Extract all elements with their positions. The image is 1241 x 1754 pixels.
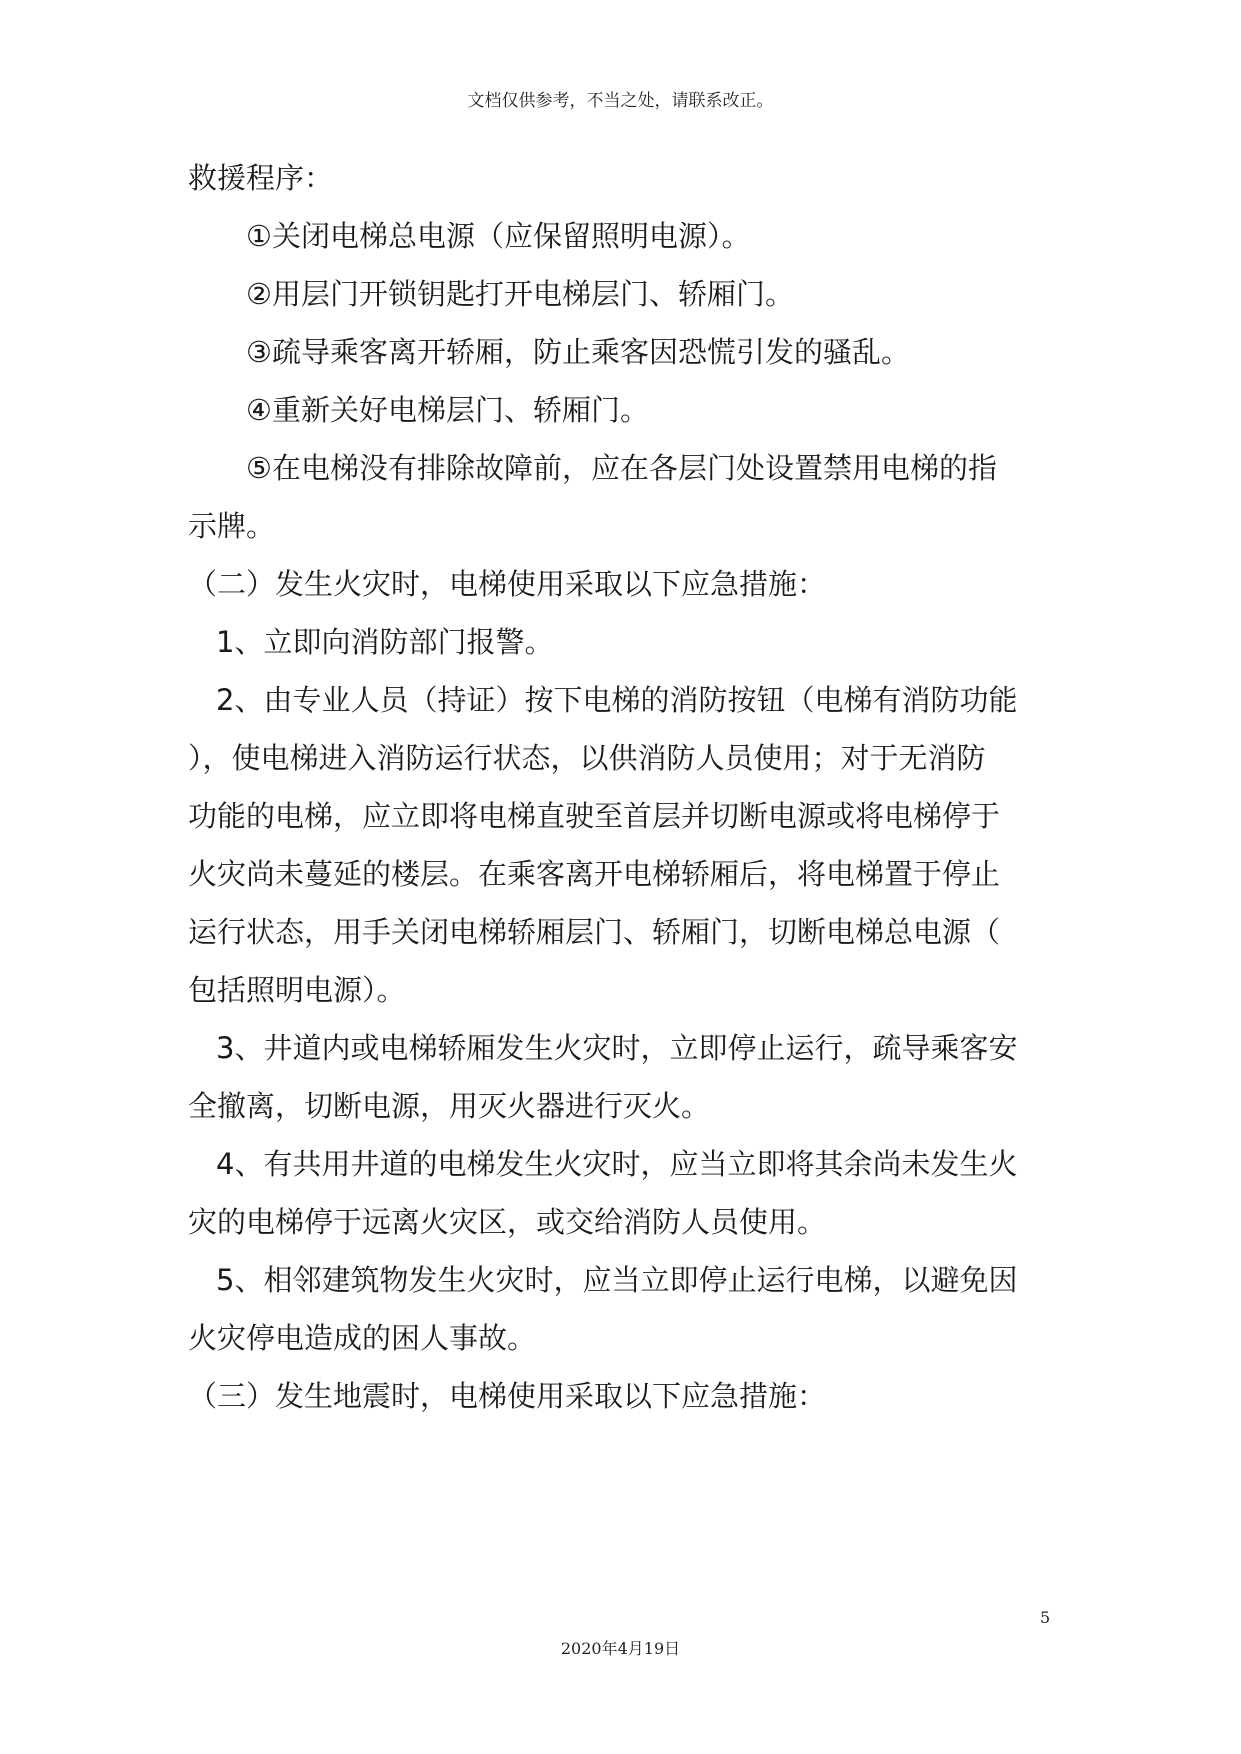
- paragraph-line: ②用层门开锁钥匙打开电梯层门、轿厢门。: [246, 277, 794, 311]
- paragraph-line: 示牌。: [188, 509, 276, 543]
- paragraph-line: ④重新关好电梯层门、轿厢门。: [246, 393, 649, 427]
- paragraph-line: 全撤离，切断电源，用灭火器进行灭火。: [188, 1089, 711, 1123]
- paragraph-line: （三）发生地震时，电梯使用采取以下应急措施：: [188, 1379, 827, 1413]
- paragraph-line: 3、井道内或电梯轿厢发生火灾时，立即停止运行，疏导乘客安: [216, 1031, 1018, 1065]
- paragraph-line: 救援程序：: [188, 161, 334, 195]
- paragraph-line: 火灾尚未蔓延的楼层。在乘客离开电梯轿厢后，将电梯置于停止: [188, 857, 1001, 891]
- paragraph-line: 灾的电梯停于远离火灾区，或交给消防人员使用。: [188, 1205, 827, 1239]
- paragraph-line: 1、立即向消防部门报警。: [216, 625, 554, 659]
- paragraph-line: 4、有共用井道的电梯发生火灾时，应当立即将其余尚未发生火: [216, 1147, 1018, 1181]
- footer-date: 2020年4月19日: [560, 1639, 681, 1658]
- header-note: 文档仅供参考，不当之处，请联系改正。: [467, 91, 774, 111]
- paragraph-line: ⑤在电梯没有排除故障前，应在各层门处设置禁用电梯的指: [246, 451, 997, 485]
- paragraph-line: ③疏导乘客离开轿厢，防止乘客因恐慌引发的骚乱。: [246, 335, 910, 369]
- paragraph-line: 运行状态，用手关闭电梯轿厢层门、轿厢门，切断电梯总电源（: [188, 915, 1001, 949]
- page-number: 5: [1040, 1608, 1051, 1627]
- paragraph-line: ），使电梯进入消防运行状态，以供消防人员使用；对于无消防: [188, 741, 986, 775]
- paragraph-line: 5、相邻建筑物发生火灾时，应当立即停止运行电梯，以避免因: [216, 1263, 1018, 1297]
- paragraph-line: 包括照明电源）。: [188, 973, 406, 1007]
- paragraph-line: 功能的电梯，应立即将电梯直驶至首层并切断电源或将电梯停于: [188, 799, 1001, 833]
- paragraph-line: 火灾停电造成的困人事故。: [188, 1321, 537, 1355]
- paragraph-line: （二）发生火灾时，电梯使用采取以下应急措施：: [188, 567, 827, 601]
- paragraph-line: ①关闭电梯总电源（应保留照明电源）。: [246, 219, 751, 253]
- paragraph-line: 2、由专业人员（持证）按下电梯的消防按钮（电梯有消防功能: [216, 683, 1018, 717]
